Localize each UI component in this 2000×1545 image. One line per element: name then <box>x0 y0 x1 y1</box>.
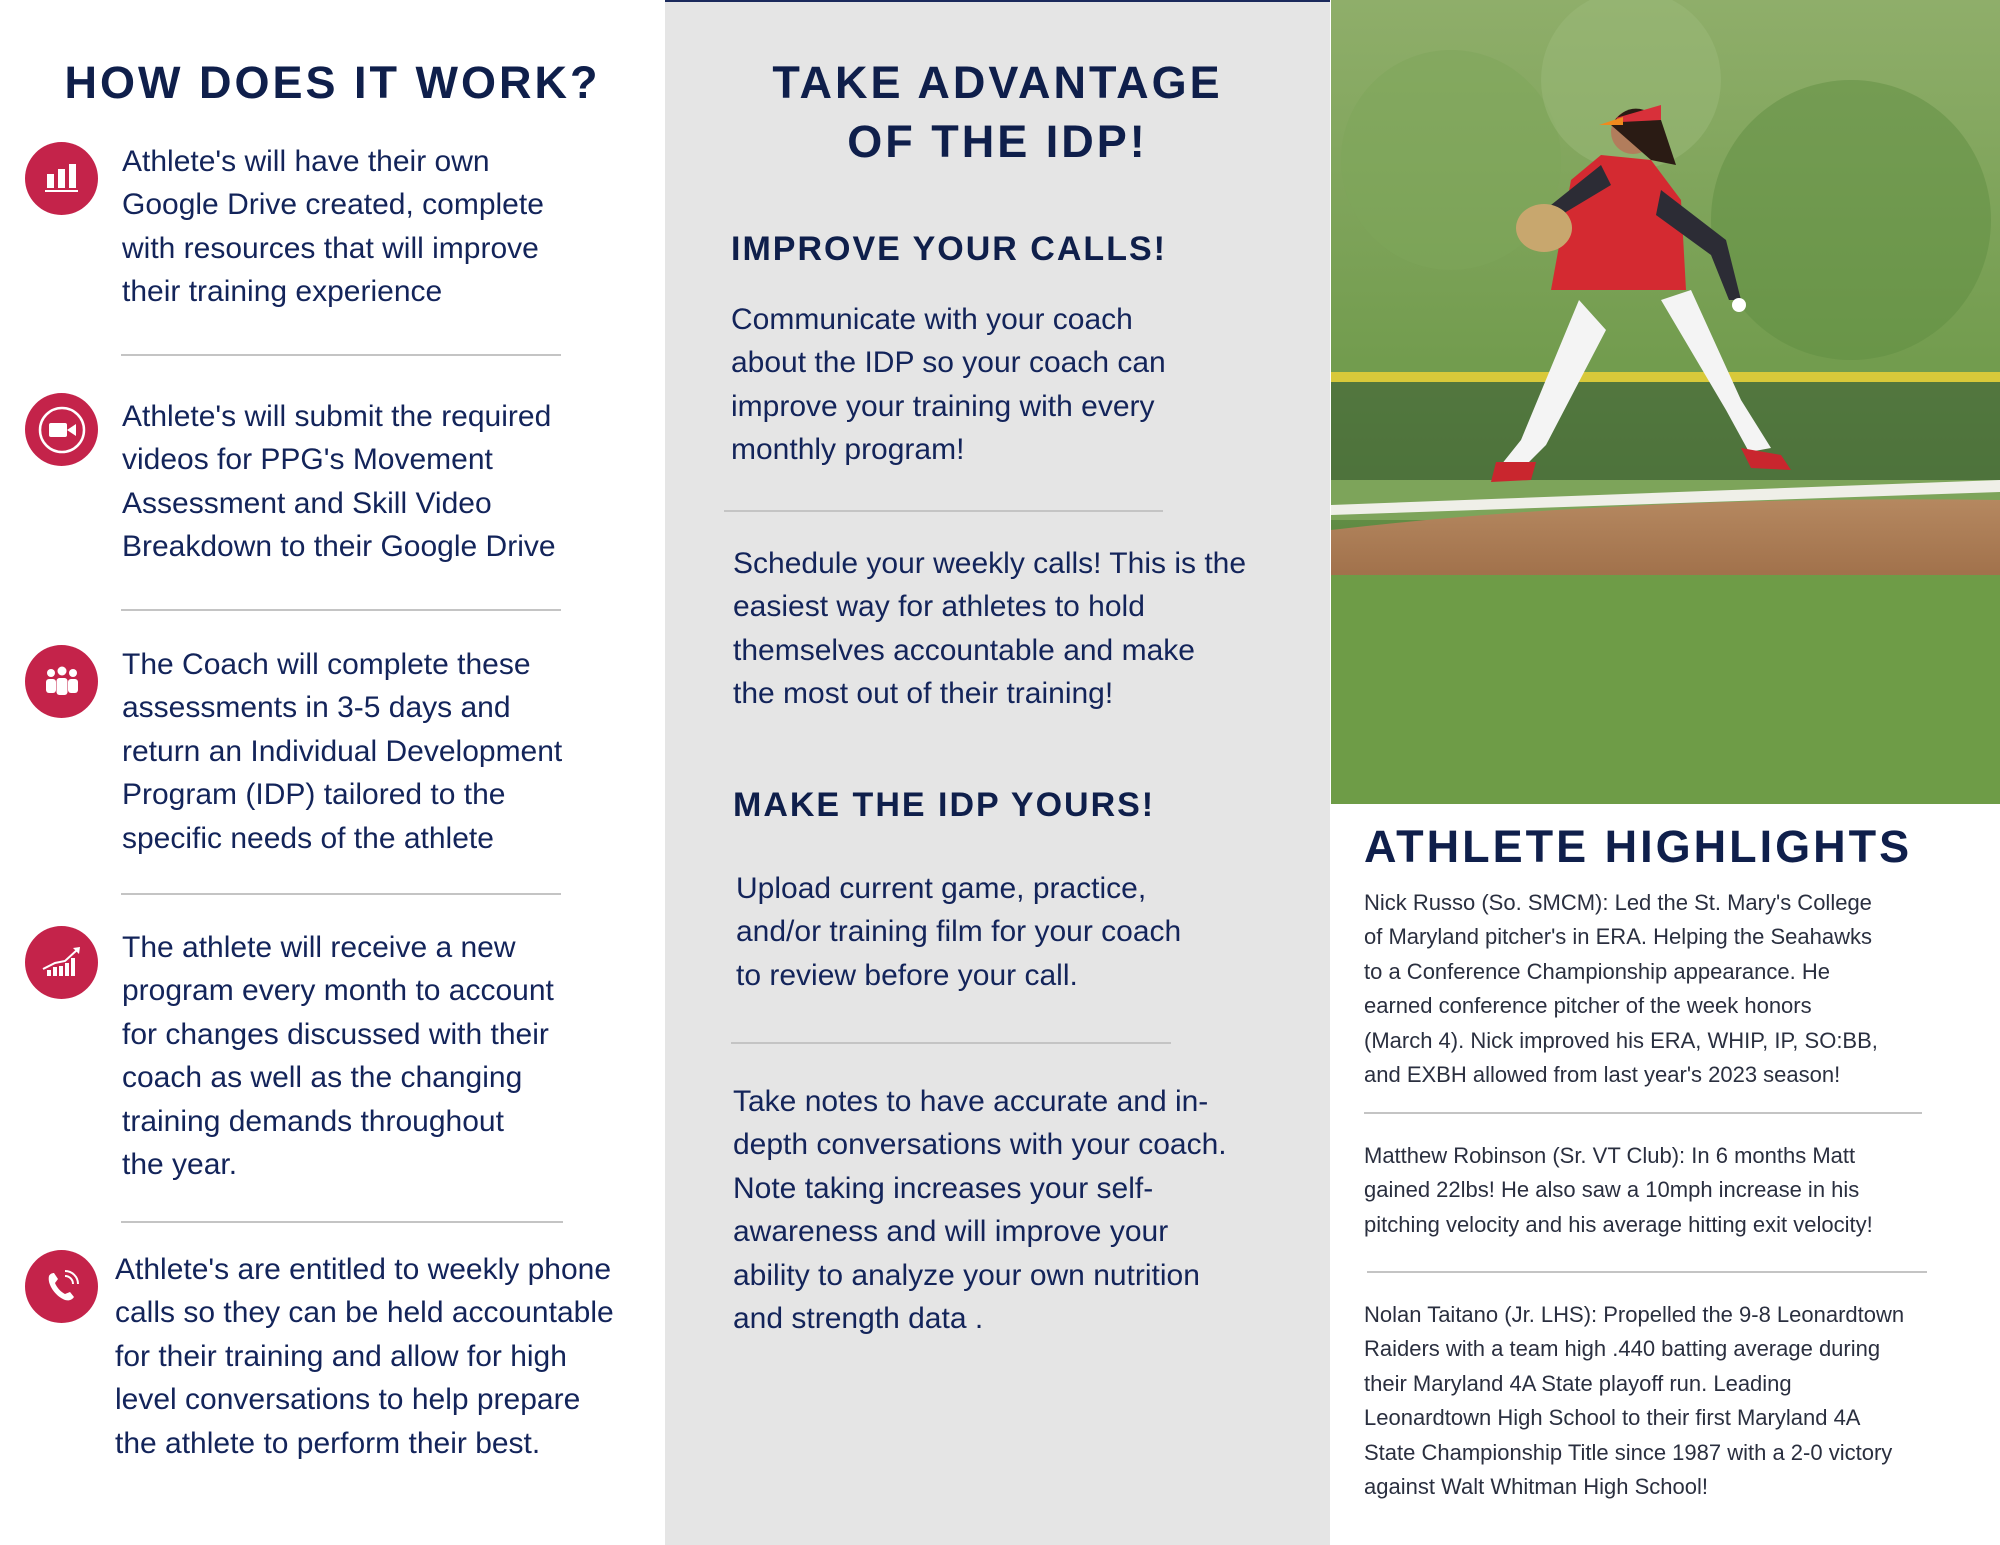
text-line: The athlete will receive a new <box>122 931 516 964</box>
phone-icon <box>25 1250 98 1323</box>
text-line: (March 4). Nick improved his ERA, WHIP, IP, SO:BB, <box>1364 1027 1878 1053</box>
text-line: Athlete's are entitled to weekly phone <box>115 1253 612 1286</box>
divider <box>121 1221 563 1223</box>
text-line: improve your training with every <box>731 389 1155 423</box>
step-3-text <box>122 643 562 860</box>
text-line: Matthew Robinson (Sr. VT Club): In 6 months Matt <box>1364 1143 1856 1168</box>
step-5-text <box>115 1248 614 1465</box>
text-line: coach as well as the changing <box>122 1061 523 1095</box>
pitcher-photo <box>1331 0 2000 804</box>
text-line: the most out of their training! <box>733 677 1114 711</box>
text-line: their training experience <box>122 275 443 309</box>
text-line: program every month to account <box>122 974 554 1008</box>
text-line: against Walt Whitman High School! <box>1364 1473 1708 1499</box>
take-advantage-heading-line1: TAKE ADVANTAGE <box>772 57 1223 108</box>
text-line: videos for PPG's Movement <box>122 443 493 477</box>
text-line: Athlete's will submit the required <box>122 400 552 433</box>
divider <box>724 510 1163 512</box>
divider <box>731 1042 1171 1044</box>
text-line: awareness and will improve your <box>733 1215 1169 1249</box>
text-line: the year. <box>122 1147 238 1181</box>
text-line: Google Drive created, complete <box>122 188 544 222</box>
improve-calls-heading: IMPROVE YOUR CALLS! <box>731 230 1167 268</box>
divider <box>121 354 561 356</box>
text-line: and EXBH allowed from last year's 2023 season! <box>1364 1061 1841 1087</box>
text-line: Raiders with a team high .440 batting average during <box>1364 1336 1881 1362</box>
make-idp-yours-heading: MAKE THE IDP YOURS! <box>733 786 1156 824</box>
bar-chart-icon <box>25 142 98 215</box>
text-line: Upload current game, practice, <box>736 872 1147 905</box>
divider <box>121 893 561 895</box>
text-line: return an Individual Development <box>122 734 563 768</box>
schedule-calls-text <box>733 542 1246 716</box>
text-line: with resources that will improve <box>122 231 539 265</box>
text-line: The Coach will complete these <box>122 648 531 681</box>
text-line: Take notes to have accurate and in- <box>733 1085 1209 1118</box>
text-line: specific needs of the athlete <box>122 821 494 855</box>
divider <box>121 609 561 611</box>
text-line: to a Conference Championship appearance. He <box>1364 958 1830 984</box>
video-camera-icon <box>25 393 98 466</box>
communicate-text <box>731 298 1166 472</box>
text-line: to review before your call. <box>736 958 1078 992</box>
how-it-works-heading: HOW DOES IT WORK? <box>64 57 601 108</box>
text-line: pitching velocity and his average hitting exit velocity! <box>1364 1211 1873 1237</box>
text-line: depth conversations with your coach. <box>733 1128 1227 1162</box>
growth-chart-icon <box>25 926 98 999</box>
text-line: about the IDP so your coach can <box>731 346 1166 380</box>
take-advantage-heading-line2: OF THE IDP! <box>847 116 1148 167</box>
text-line: training demands throughout <box>122 1104 504 1138</box>
text-line: easiest way for athletes to hold <box>733 590 1145 624</box>
highlight-matthew-robinson <box>1364 1139 1873 1242</box>
highlight-nick-russo <box>1364 886 1878 1092</box>
step-4-text <box>122 926 554 1186</box>
step-2-text <box>122 395 556 569</box>
group-icon <box>25 645 98 718</box>
text-line: Nolan Taitano (Jr. LHS): Propelled the 9-8 Leonardtown <box>1364 1302 1905 1327</box>
text-line: Communicate with your coach <box>731 303 1133 336</box>
text-line: Schedule your weekly calls! This is the <box>733 547 1247 580</box>
text-line: Breakdown to their Google Drive <box>122 530 556 564</box>
text-line: level conversations to help prepare <box>115 1383 581 1417</box>
text-line: for their training and allow for high <box>115 1339 567 1373</box>
text-line: Athlete's will have their own <box>122 145 490 178</box>
text-line: their Maryland 4A State playoff run. Leading <box>1364 1370 1792 1396</box>
text-line: and/or training film for your coach <box>736 915 1182 949</box>
divider <box>1364 1112 1922 1114</box>
text-line: Program (IDP) tailored to the <box>122 778 506 812</box>
divider <box>1367 1271 1927 1273</box>
highlight-nolan-taitano <box>1364 1298 1904 1504</box>
text-line: gained 22lbs! He also saw a 10mph increase in his <box>1364 1177 1860 1203</box>
text-line: Nick Russo (So. SMCM): Led the St. Mary's College <box>1364 890 1872 915</box>
text-line: of Maryland pitcher's in ERA. Helping the Seahawks <box>1364 924 1873 950</box>
text-line: calls so they can be held accountable <box>115 1296 614 1330</box>
take-notes-text <box>733 1080 1227 1340</box>
text-line: for changes discussed with their <box>122 1017 549 1051</box>
text-line: the athlete to perform their best. <box>115 1426 541 1460</box>
text-line: State Championship Title since 1987 with a 2-0 victory <box>1364 1439 1893 1465</box>
text-line: monthly program! <box>731 433 965 467</box>
text-line: Leonardtown High School to their first Maryland 4A <box>1364 1405 1861 1431</box>
text-line: assessments in 3-5 days and <box>122 691 511 725</box>
text-line: themselves accountable and make <box>733 633 1195 667</box>
text-line: ability to analyze your own nutrition <box>733 1258 1200 1292</box>
athlete-highlights-heading: ATHLETE HIGHLIGHTS <box>1364 821 1913 872</box>
text-line: Note taking increases your self- <box>733 1171 1154 1205</box>
step-1-text <box>122 140 544 314</box>
upload-film-text <box>736 867 1181 997</box>
text-line: earned conference pitcher of the week honors <box>1364 993 1812 1019</box>
text-line: Assessment and Skill Video <box>122 486 492 520</box>
text-line: and strength data . <box>733 1301 984 1335</box>
